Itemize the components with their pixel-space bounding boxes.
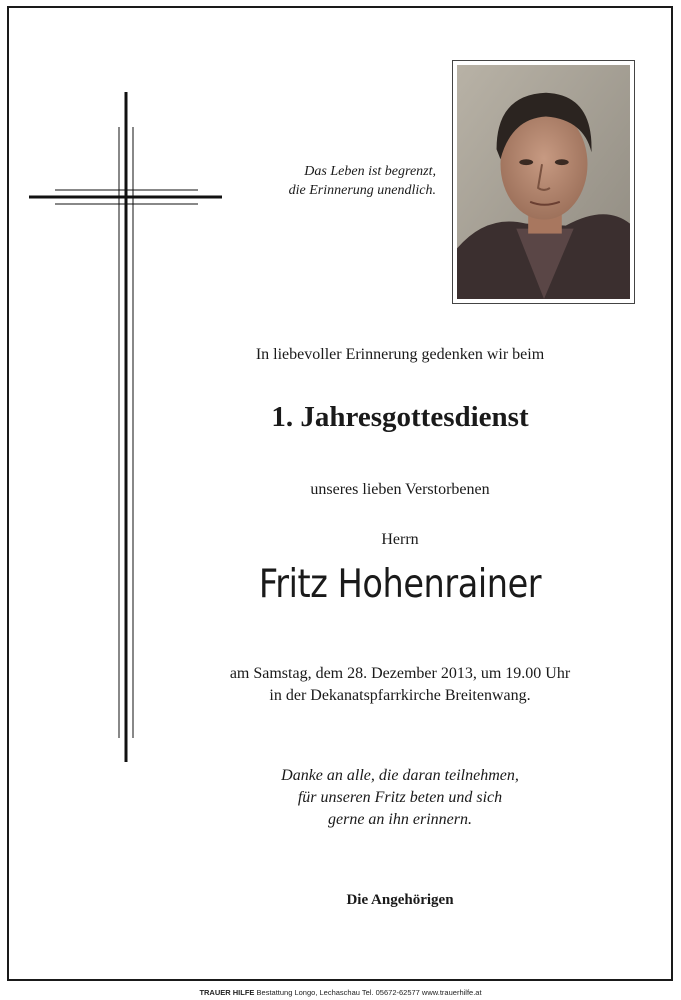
- thanks-line-3: gerne an ihn erinnern.: [328, 811, 472, 828]
- motto-line-2: die Erinnerung unendlich.: [288, 183, 436, 198]
- date-line: am Samstag, dem 28. Dezember 2013, um 19.00 Uhr: [229, 665, 571, 682]
- place-line: in der Dekanatspfarrkirche Breitenwang.: [269, 687, 531, 704]
- motto: [230, 162, 436, 200]
- thanks-line-1: Danke an alle, die daran teilnehmen,: [281, 767, 519, 784]
- deceased-intro: unseres lieben Verstorbenen: [310, 481, 490, 498]
- thanks-line-2: für unseren Fritz beten und sich: [297, 789, 503, 806]
- family-signature: Die Angehörigen: [346, 892, 454, 908]
- salutation: Herrn: [381, 531, 419, 548]
- portrait-frame: [452, 60, 635, 304]
- footer-brand: TRAUER HILFE: [199, 988, 255, 997]
- service-title: 1. Jahresgottesdienst: [271, 401, 529, 433]
- footer-text: Bestattung Longo, Lechaschau Tel. 05672-62577 www.trauerhilfe.at: [254, 988, 482, 997]
- intro-text: In liebevoller Erinnerung gedenken wir beim: [255, 346, 545, 363]
- motto-line-1: Das Leben ist begrenzt,: [304, 164, 436, 179]
- deceased-name: Fritz Hohenrainer: [258, 562, 542, 607]
- portrait-photo: [457, 65, 630, 299]
- footer: [0, 988, 681, 997]
